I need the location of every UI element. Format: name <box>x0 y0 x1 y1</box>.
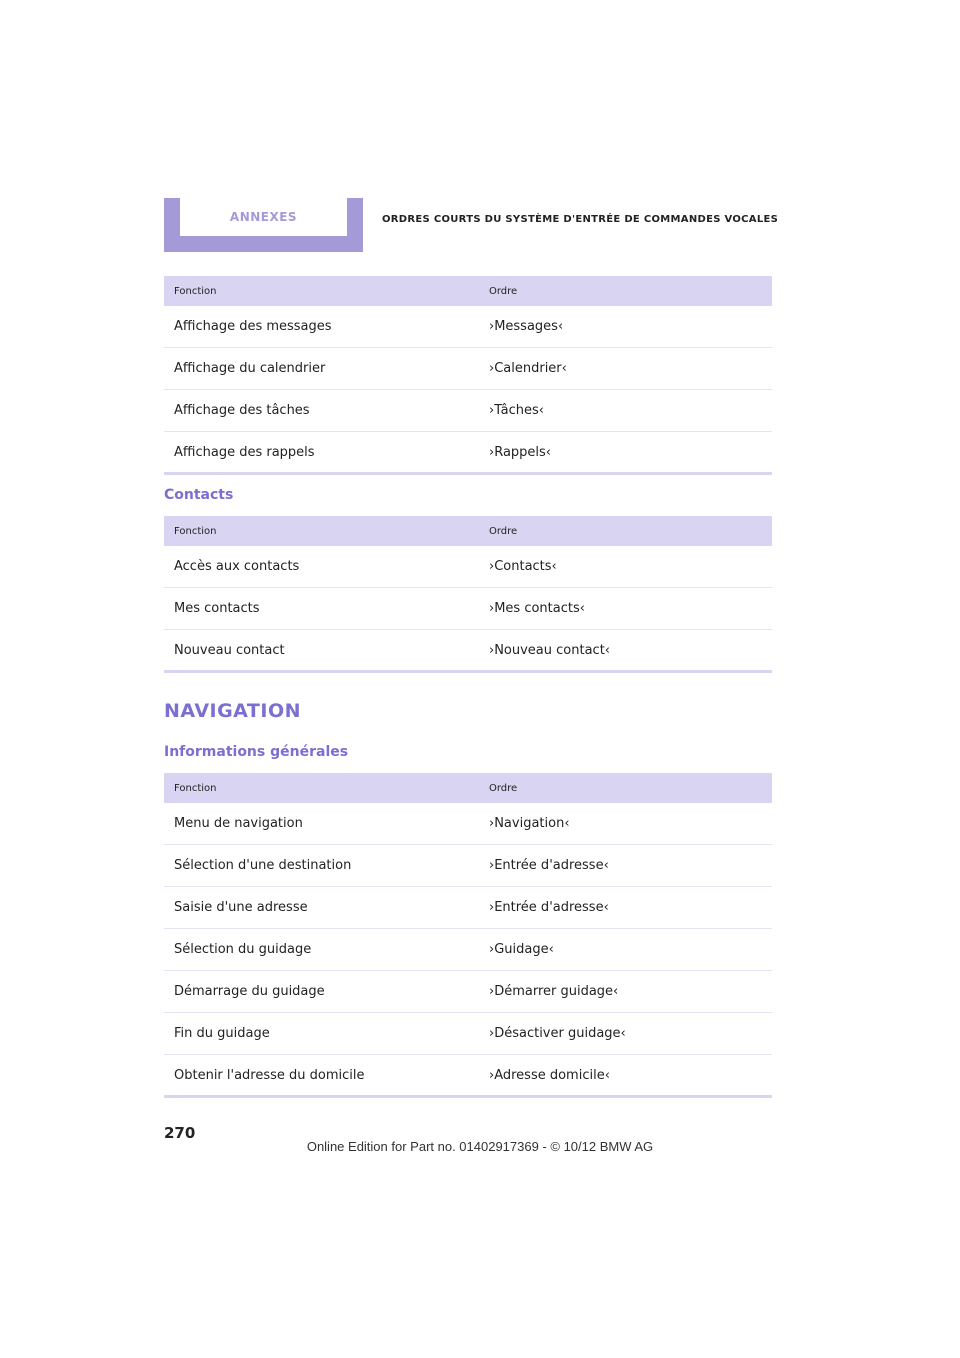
function-cell: Menu de navigation <box>174 816 303 831</box>
table-row <box>164 803 772 845</box>
function-cell: Affichage du calendrier <box>174 361 326 376</box>
function-cell: Sélection d'une destination <box>174 858 352 873</box>
order-cell: ›Mes contacts‹ <box>489 601 585 616</box>
section-tab-label: ANNEXES <box>180 198 347 236</box>
navigation-table <box>164 773 772 1098</box>
order-cell: ›Entrée d'adresse‹ <box>489 900 609 915</box>
table-row <box>164 588 772 630</box>
messages-table <box>164 276 772 475</box>
function-cell: Accès aux contacts <box>174 559 300 574</box>
table-row <box>164 929 772 971</box>
table-header <box>164 276 772 306</box>
footer-edition: Online Edition for Part no. 01402917369 - © 10/12 BMW AG <box>306 1139 654 1154</box>
contacts-heading: Contacts <box>164 487 234 503</box>
table-row <box>164 971 772 1013</box>
order-cell: ›Navigation‹ <box>489 816 570 831</box>
general-info-heading: Informations générales <box>164 744 349 760</box>
column-header-order: Ordre <box>489 525 518 537</box>
page-number: 270 <box>164 1124 196 1142</box>
table-header <box>164 773 772 803</box>
order-cell: ›Entrée d'adresse‹ <box>489 858 609 873</box>
order-cell: ›Démarrer guidage‹ <box>489 984 619 999</box>
table-row <box>164 546 772 588</box>
function-cell: Affichage des messages <box>174 319 332 334</box>
navigation-heading: NAVIGATION <box>164 700 301 722</box>
function-cell: Obtenir l'adresse du domicile <box>174 1067 365 1083</box>
table-header <box>164 516 772 546</box>
function-cell: Fin du guidage <box>174 1026 270 1041</box>
function-cell: Mes contacts <box>174 601 260 616</box>
column-header-function: Fonction <box>174 525 217 537</box>
table-row <box>164 390 772 432</box>
function-cell: Saisie d'une adresse <box>174 900 308 915</box>
order-cell: ›Adresse domicile‹ <box>489 1067 610 1083</box>
column-header-order: Ordre <box>489 782 518 794</box>
table-row <box>164 630 772 673</box>
order-cell: ›Calendrier‹ <box>489 361 567 376</box>
order-cell: ›Rappels‹ <box>489 444 551 460</box>
column-header-function: Fonction <box>174 285 217 297</box>
chapter-title: ORDRES COURTS DU SYSTÈME D'ENTRÉE DE COMMANDES VOCALES <box>382 214 779 225</box>
function-cell: Démarrage du guidage <box>174 984 325 999</box>
contacts-table <box>164 516 772 673</box>
table-row <box>164 432 772 475</box>
order-cell: ›Contacts‹ <box>489 559 557 574</box>
order-cell: ›Guidage‹ <box>489 942 554 957</box>
table-row <box>164 887 772 929</box>
table-row <box>164 306 772 348</box>
order-cell: ›Nouveau contact‹ <box>489 642 610 658</box>
column-header-function: Fonction <box>174 782 217 794</box>
function-cell: Affichage des rappels <box>174 444 315 460</box>
table-row <box>164 845 772 887</box>
order-cell: ›Tâches‹ <box>489 403 544 418</box>
column-header-order: Ordre <box>489 285 518 297</box>
table-row <box>164 1055 772 1098</box>
function-cell: Sélection du guidage <box>174 942 312 957</box>
order-cell: ›Messages‹ <box>489 319 564 334</box>
table-row <box>164 1013 772 1055</box>
function-cell: Affichage des tâches <box>174 403 310 418</box>
function-cell: Nouveau contact <box>174 642 285 658</box>
table-row <box>164 348 772 390</box>
order-cell: ›Désactiver guidage‹ <box>489 1026 626 1041</box>
